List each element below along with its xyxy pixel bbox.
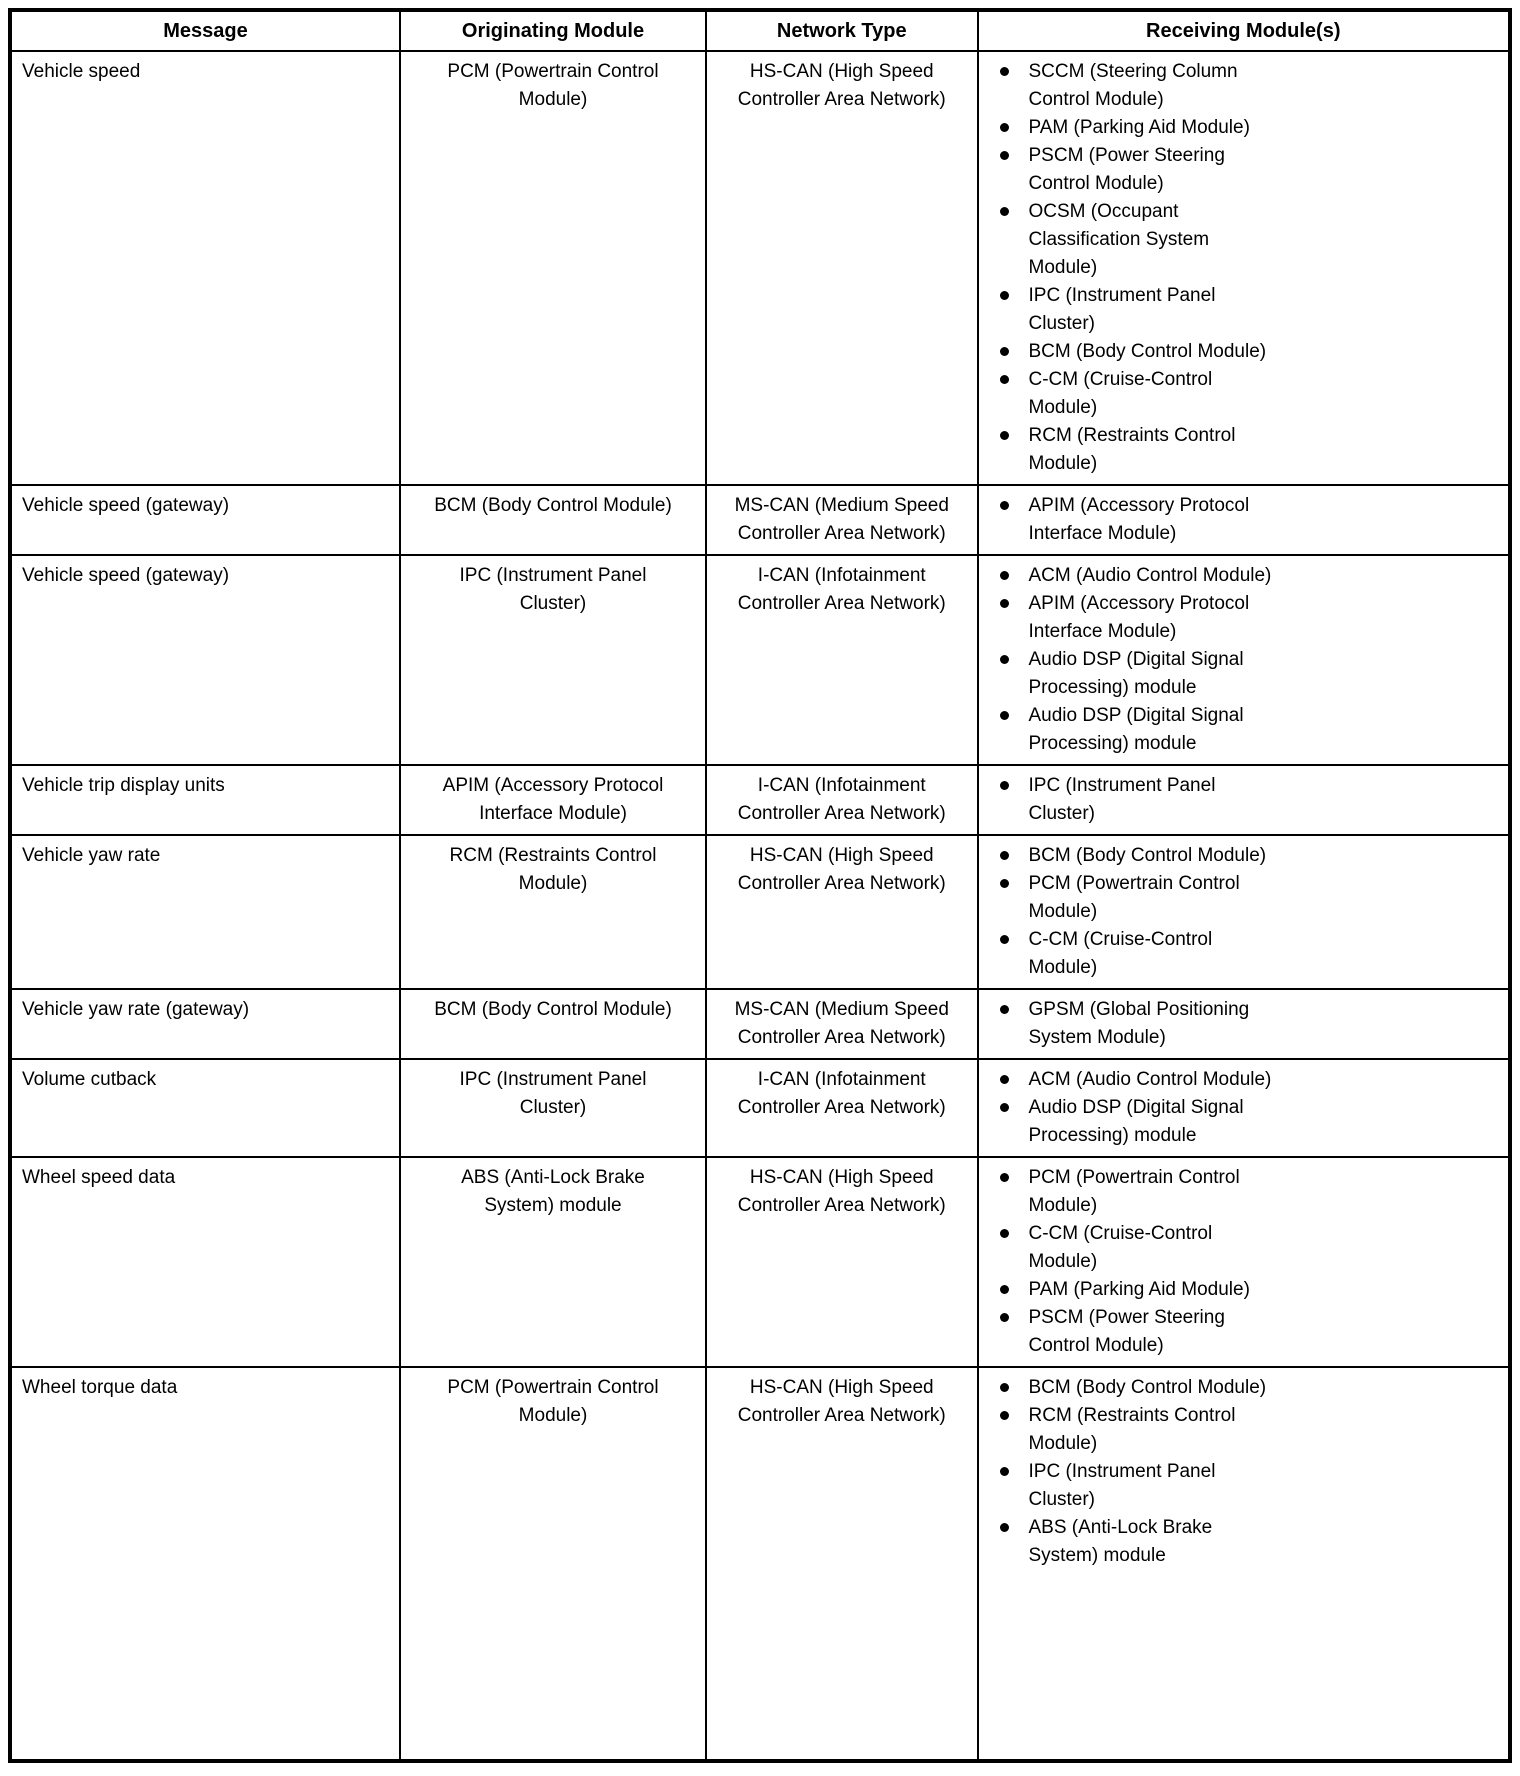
bullet-icon: [1000, 207, 1009, 216]
receiving-module-label: PAM (Parking Aid Module): [1028, 117, 1250, 138]
bullet-icon: [1000, 501, 1009, 510]
bullet-icon: [1000, 67, 1009, 76]
header-originating-module: Originating Module: [400, 10, 706, 51]
receiving-module-label: C-CM (Cruise-Control Module): [1028, 929, 1213, 978]
originating-module-cell: IPC (Instrument Panel Cluster): [400, 1059, 706, 1157]
receiving-module-item: [987, 772, 1281, 828]
receiving-module-item: [987, 1304, 1281, 1360]
receiving-module-item: [987, 1220, 1281, 1276]
receiving-modules-list: [987, 562, 1501, 758]
receiving-module-label: PCM (Powertrain Control Module): [1028, 873, 1240, 922]
receiving-modules-cell: [978, 555, 1511, 765]
bullet-icon: [1000, 151, 1009, 160]
receiving-modules-cell: [978, 485, 1511, 555]
receiving-module-label: C-CM (Cruise-Control Module): [1028, 369, 1213, 418]
receiving-module-label: OCSM (Occupant Classification System Module): [1028, 201, 1210, 278]
bullet-icon: [1000, 1285, 1009, 1294]
receiving-module-label: SCCM (Steering Column Control Module): [1028, 61, 1238, 110]
originating-module-cell: IPC (Instrument Panel Cluster): [400, 555, 706, 765]
message-cell: Wheel speed data: [10, 1157, 400, 1367]
originating-module-cell: APIM (Accessory Protocol Interface Module): [400, 765, 706, 835]
network-message-table: [8, 8, 1512, 1763]
receiving-module-label: ACM (Audio Control Module): [1028, 565, 1272, 586]
receiving-module-item: [987, 1094, 1281, 1150]
receiving-module-label: BCM (Body Control Module): [1028, 845, 1267, 866]
network-type-cell: MS-CAN (Medium Speed Controller Area Network): [706, 989, 978, 1059]
bullet-icon: [1000, 1383, 1009, 1392]
bullet-icon: [1000, 935, 1009, 944]
receiving-module-item: [987, 422, 1281, 478]
network-type-cell: I-CAN (Infotainment Controller Area Network): [706, 1059, 978, 1157]
message-cell: Vehicle speed (gateway): [10, 555, 400, 765]
receiving-module-label: PAM (Parking Aid Module): [1028, 1279, 1250, 1300]
bullet-icon: [1000, 711, 1009, 720]
message-cell: Vehicle trip display units: [10, 765, 400, 835]
receiving-module-item: [987, 842, 1281, 870]
originating-module-cell: BCM (Body Control Module): [400, 485, 706, 555]
receiving-module-label: BCM (Body Control Module): [1028, 341, 1267, 362]
network-type-cell: HS-CAN (High Speed Controller Area Network): [706, 835, 978, 989]
bullet-icon: [1000, 599, 1009, 608]
bullet-icon: [1000, 1523, 1009, 1532]
message-cell: Vehicle speed: [10, 51, 400, 485]
originating-module-cell: ABS (Anti-Lock Brake System) module: [400, 1157, 706, 1367]
receiving-modules-list: [987, 492, 1501, 548]
receiving-module-item: [987, 1514, 1281, 1570]
message-cell: Vehicle yaw rate (gateway): [10, 989, 400, 1059]
receiving-module-item: [987, 590, 1281, 646]
header-row: [10, 10, 1510, 51]
receiving-module-label: PCM (Powertrain Control Module): [1028, 1167, 1240, 1216]
receiving-module-item: [987, 562, 1281, 590]
receiving-module-item: [987, 1164, 1281, 1220]
bullet-icon: [1000, 1103, 1009, 1112]
bullet-icon: [1000, 1467, 1009, 1476]
bullet-icon: [1000, 1229, 1009, 1238]
header-receiving-modules: Receiving Module(s): [978, 10, 1511, 51]
receiving-module-label: IPC (Instrument Panel Cluster): [1028, 1461, 1216, 1510]
receiving-module-item: [987, 1458, 1281, 1514]
table-row: [10, 1157, 1510, 1367]
receiving-module-item: [987, 142, 1281, 198]
bullet-icon: [1000, 1005, 1009, 1014]
table-row: [10, 485, 1510, 555]
bullet-icon: [1000, 571, 1009, 580]
receiving-modules-list: [987, 772, 1501, 828]
bullet-icon: [1000, 1075, 1009, 1084]
bullet-icon: [1000, 1313, 1009, 1322]
receiving-module-item: [987, 1276, 1281, 1304]
receiving-module-item: [987, 58, 1281, 114]
network-type-cell: I-CAN (Infotainment Controller Area Network): [706, 765, 978, 835]
receiving-module-label: C-CM (Cruise-Control Module): [1028, 1223, 1213, 1272]
receiving-module-item: [987, 1402, 1281, 1458]
receiving-module-item: [987, 114, 1281, 142]
network-type-cell: MS-CAN (Medium Speed Controller Area Network): [706, 485, 978, 555]
message-cell: Wheel torque data: [10, 1367, 400, 1761]
table-header: [10, 10, 1510, 51]
receiving-modules-list: [987, 1066, 1501, 1150]
table-row: [10, 555, 1510, 765]
receiving-module-item: [987, 870, 1281, 926]
receiving-module-item: [987, 366, 1281, 422]
receiving-module-item: [987, 646, 1281, 702]
receiving-module-item: [987, 702, 1281, 758]
receiving-module-label: RCM (Restraints Control Module): [1028, 1405, 1236, 1454]
bullet-icon: [1000, 1411, 1009, 1420]
receiving-module-label: Audio DSP (Digital Signal Processing) module: [1028, 649, 1244, 698]
receiving-modules-cell: [978, 765, 1511, 835]
receiving-module-item: [987, 492, 1281, 548]
network-type-cell: I-CAN (Infotainment Controller Area Network): [706, 555, 978, 765]
receiving-module-item: [987, 926, 1281, 982]
receiving-module-item: [987, 1374, 1281, 1402]
receiving-module-label: PSCM (Power Steering Control Module): [1028, 1307, 1225, 1356]
table-row: [10, 765, 1510, 835]
bullet-icon: [1000, 347, 1009, 356]
receiving-modules-list: [987, 1164, 1501, 1360]
receiving-modules-cell: [978, 1367, 1511, 1761]
receiving-modules-cell: [978, 51, 1511, 485]
table-row: [10, 1059, 1510, 1157]
bullet-icon: [1000, 431, 1009, 440]
receiving-module-label: IPC (Instrument Panel Cluster): [1028, 285, 1216, 334]
originating-module-cell: RCM (Restraints Control Module): [400, 835, 706, 989]
receiving-modules-list: [987, 1374, 1501, 1570]
receiving-modules-list: [987, 842, 1501, 982]
bullet-icon: [1000, 375, 1009, 384]
bullet-icon: [1000, 123, 1009, 132]
receiving-module-item: [987, 198, 1281, 282]
bullet-icon: [1000, 851, 1009, 860]
header-message: Message: [10, 10, 400, 51]
receiving-modules-list: [987, 996, 1501, 1052]
network-type-cell: HS-CAN (High Speed Controller Area Network): [706, 1367, 978, 1761]
receiving-module-label: Audio DSP (Digital Signal Processing) module: [1028, 1097, 1244, 1146]
receiving-module-label: PSCM (Power Steering Control Module): [1028, 145, 1225, 194]
receiving-module-label: Audio DSP (Digital Signal Processing) module: [1028, 705, 1244, 754]
bullet-icon: [1000, 291, 1009, 300]
receiving-modules-cell: [978, 1157, 1511, 1367]
message-cell: Vehicle speed (gateway): [10, 485, 400, 555]
bullet-icon: [1000, 781, 1009, 790]
receiving-modules-cell: [978, 1059, 1511, 1157]
receiving-module-label: ABS (Anti-Lock Brake System) module: [1028, 1517, 1213, 1566]
receiving-module-item: [987, 1066, 1281, 1094]
header-network-type: Network Type: [706, 10, 978, 51]
receiving-module-label: APIM (Accessory Protocol Interface Module): [1028, 495, 1250, 544]
originating-module-cell: BCM (Body Control Module): [400, 989, 706, 1059]
table-row: [10, 1367, 1510, 1761]
bullet-icon: [1000, 655, 1009, 664]
receiving-module-item: [987, 282, 1281, 338]
bullet-icon: [1000, 1173, 1009, 1182]
receiving-modules-list: [987, 58, 1501, 478]
message-cell: Vehicle yaw rate: [10, 835, 400, 989]
table-row: [10, 989, 1510, 1059]
network-type-cell: HS-CAN (High Speed Controller Area Network): [706, 51, 978, 485]
bullet-icon: [1000, 879, 1009, 888]
originating-module-cell: PCM (Powertrain Control Module): [400, 1367, 706, 1761]
receiving-modules-cell: [978, 989, 1511, 1059]
receiving-module-item: [987, 338, 1281, 366]
originating-module-cell: PCM (Powertrain Control Module): [400, 51, 706, 485]
receiving-module-label: APIM (Accessory Protocol Interface Module): [1028, 593, 1250, 642]
receiving-modules-cell: [978, 835, 1511, 989]
receiving-module-label: IPC (Instrument Panel Cluster): [1028, 775, 1216, 824]
receiving-module-label: ACM (Audio Control Module): [1028, 1069, 1272, 1090]
receiving-module-label: BCM (Body Control Module): [1028, 1377, 1267, 1398]
message-cell: Volume cutback: [10, 1059, 400, 1157]
network-type-cell: HS-CAN (High Speed Controller Area Network): [706, 1157, 978, 1367]
receiving-module-label: GPSM (Global Positioning System Module): [1028, 999, 1250, 1048]
table-row: [10, 51, 1510, 485]
table-row: [10, 835, 1510, 989]
receiving-module-item: [987, 996, 1281, 1052]
table-body: [10, 51, 1510, 1761]
receiving-module-label: RCM (Restraints Control Module): [1028, 425, 1236, 474]
